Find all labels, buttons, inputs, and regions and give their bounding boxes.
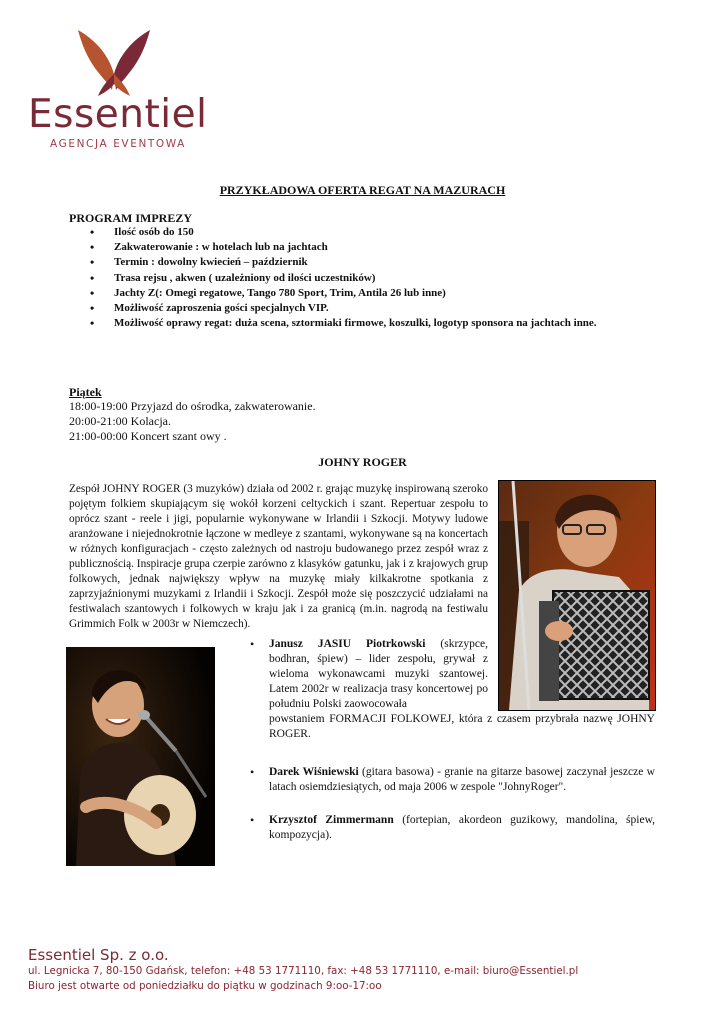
member-desc-continued: powstaniem FORMACJI FOLKOWEJ, która z czasem przybrała nazwę JOHNY ROGER. — [269, 713, 655, 740]
list-bullet: • — [250, 637, 255, 651]
program-item: • Ilość osób do 150 — [90, 225, 690, 240]
program-item: • Zakwaterowanie : w hotelach lub na jachtach — [90, 240, 690, 255]
document-title: PRZYKŁADOWA OFERTA REGAT NA MAZURACH — [219, 183, 506, 197]
band-description: Zespół JOHNY ROGER (3 muzyków) działa od 2002 r. grając muzykę inspirowaną szeroko pojętym folkiem skupiającym się wokół korzeni celtyckich i szant. Repertuar zespołu to oprócz szant - reele i jigi, popularnie wykonywane w Irlandii i Szkocji. Motywy ludowe aranżowane i niejednokrotnie łączone w medleye z szantami, wykonywane są na koncertach w różnych konfiguracjach - często zależnych od nastroju budowanego przez zespół wraz z publicznością. Inspiracje grupa czerpie zarówno z klasyków gatunku, jak i z krajowych grup folkowych, jednak największy wpływ na muzykę miały kilkakrotne spotkania z zaprzyjaźnionymi muzykami z Irlandii i Szkocji. Zespół może się poszczycić udziałami na festiwalach szantowych i folkowych w kraju jak i za granicą (m.in. nagrodą na festiwalu Grimmich Folk w 2003r w Niemczech). — [69, 483, 488, 630]
footer-address: ul. Legnicka 7, 80-150 Gdańsk, telefon: +48 53 1771110, fax: +48 53 1771110, e-mail: biuro@Essentiel.pl — [28, 965, 579, 977]
program-item: • Termin : dowolny kwiecień – październik — [90, 255, 690, 270]
schedule-item: 21:00-00:00 Koncert szant owy . — [69, 429, 227, 443]
schedule — [69, 399, 316, 444]
program-list — [90, 225, 690, 331]
band-title: JOHNY ROGER — [318, 455, 407, 469]
singer-photo — [66, 647, 215, 866]
accordion-player-photo — [498, 480, 656, 711]
list-bullet: • — [250, 765, 255, 779]
member-name: Krzysztof Zimmermann — [269, 814, 394, 826]
member-name: Darek Wiśniewski — [269, 766, 359, 778]
program-item: • Jachty Z(: Omegi regatowe, Tango 780 Sport, Trim, Antila 26 lub inne) — [90, 286, 690, 301]
butterfly-logo-icon — [74, 28, 154, 98]
footer-hours: Biuro jest otwarte od poniedziałku do piątku w godzinach 9:oo-17:oo — [28, 980, 382, 992]
member-janusz — [269, 637, 488, 712]
member-krzysztof — [269, 813, 655, 843]
program-item: • Możliwość oprawy regat: duża scena, sztormiaki firmowe, koszulki, logotyp sponsora na jachtach inne. — [90, 316, 690, 331]
brand-subtitle: AGENCJA EVENTOWA — [50, 138, 186, 150]
list-bullet: • — [250, 813, 255, 827]
member-desc: (skrzypce, bodhran, śpiew) – lider zespołu, grywał z wieloma wykonawcami muzyki szantowej. Latem 2002r w realizacja trasy koncertowej po południu Polski zaowocowała — [269, 638, 488, 710]
member-name: Janusz JASIU Piotrkowski — [269, 638, 426, 650]
member-darek — [269, 765, 655, 795]
schedule-item: 18:00-19:00 Przyjazd do ośrodka, zakwaterowanie. — [69, 399, 316, 413]
schedule-item: 20:00-21:00 Kolacja. — [69, 414, 171, 428]
footer-company: Essentiel Sp. z o.o. — [28, 946, 169, 964]
program-item: • Możliwość zaproszenia gości specjalnych VIP. — [90, 301, 690, 316]
member-desc: (fortepian, akordeon guzikowy, mandolina, śpiew, kompozycja). — [269, 814, 656, 841]
program-heading: PROGRAM IMPREZY — [69, 211, 192, 225]
brand-name: Essentiel — [28, 92, 208, 137]
program-item: • Trasa rejsu , akwen ( uzależniony od ilości uczestników) — [90, 271, 690, 286]
member-desc: (gitara basowa) - granie na gitarze basowej zaczynał jeszcze w latach osiemdziesiątych, od maja 2006 w zespole "JohnyRoger". — [269, 766, 655, 793]
day-heading: Piątek — [69, 385, 102, 399]
